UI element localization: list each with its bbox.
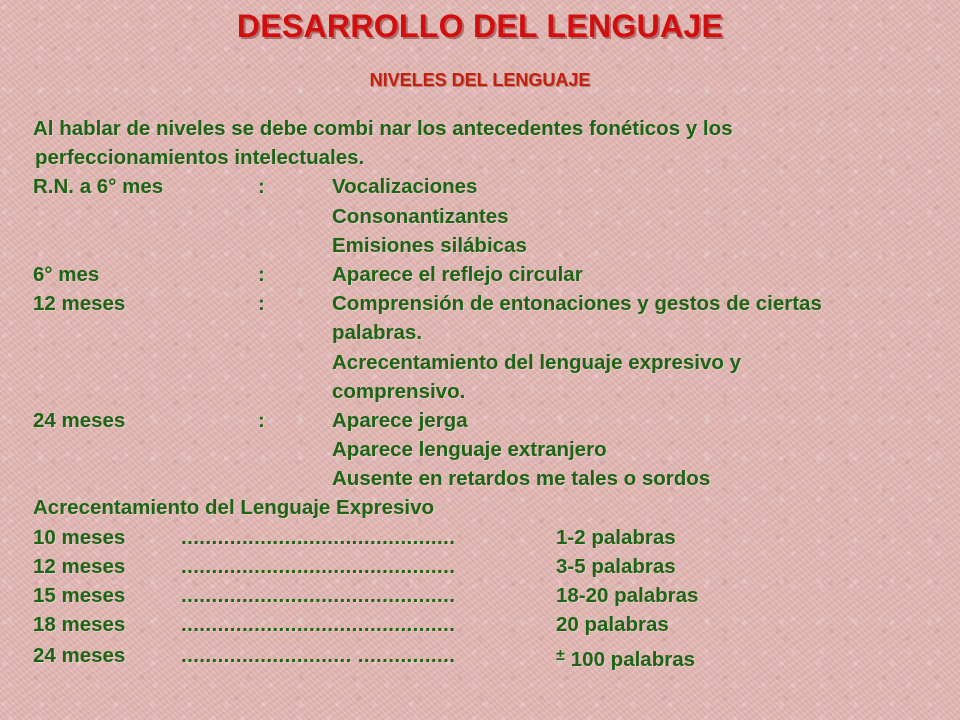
slide-subtitle: NIVELES DEL LENGUAJE — [369, 70, 591, 90]
stage-row — [33, 260, 945, 289]
stage-age: 12 meses — [33, 292, 126, 316]
stage-milestone: Acrecentamiento del lenguaje expresivo y — [332, 350, 742, 374]
stage-milestone: Aparece lenguaje extranjero — [332, 438, 607, 462]
stage-age: 24 meses — [33, 408, 126, 432]
stage-row — [33, 231, 945, 260]
stage-separator: : — [258, 262, 265, 286]
stage-row — [33, 435, 945, 464]
stage-milestone: comprensivo. — [332, 379, 466, 403]
stage-milestone: Ausente en retardos me tales o sordos — [332, 467, 711, 491]
stage-separator: : — [258, 408, 265, 432]
stage-milestone: Vocalizaciones — [332, 175, 478, 199]
plus-minus-symbol: ± — [556, 647, 565, 665]
stage-row — [33, 172, 945, 201]
vocab-count: 20 palabras — [556, 613, 669, 637]
vocab-row — [33, 552, 945, 581]
dot-leader: ............................................. — [181, 584, 456, 608]
stage-milestone: palabras. — [332, 321, 423, 345]
stage-separator: : — [258, 292, 265, 316]
stage-milestone: Aparece el reflejo circular — [332, 262, 583, 286]
vocab-count — [556, 641, 695, 674]
vocab-count: 3-5 palabras — [556, 554, 676, 578]
vocab-row — [33, 641, 945, 670]
stage-age: R.N. a 6° mes — [33, 175, 164, 199]
vocab-count-text: 100 palabras — [570, 648, 696, 672]
slide-title: DESARROLLO DEL LENGUAJE — [236, 8, 724, 44]
dot-leader: ............................................. — [181, 554, 456, 578]
stage-separator: : — [258, 175, 265, 199]
stage-row — [33, 406, 945, 435]
vocab-count: 1-2 palabras — [556, 525, 676, 549]
vocab-age: 10 meses — [33, 525, 126, 549]
stage-milestone: Comprensión de entonaciones y gestos de ciertas — [332, 292, 822, 316]
stage-row — [33, 348, 945, 377]
vocab-row — [33, 610, 945, 639]
dot-leader: ............................................. — [181, 525, 456, 549]
stage-row — [33, 202, 945, 231]
stage-age: 6° mes — [33, 262, 100, 286]
stage-row — [33, 289, 945, 318]
vocab-age: 12 meses — [33, 554, 126, 578]
stage-row — [33, 377, 945, 406]
vocab-age: 15 meses — [33, 584, 126, 608]
stage-milestone: Consonantizantes — [332, 204, 509, 228]
stage-row — [33, 464, 945, 493]
vocab-row — [33, 581, 945, 610]
vocab-row — [33, 523, 945, 552]
vocab-age: 24 meses — [33, 644, 126, 668]
stage-row — [33, 318, 945, 347]
stage-milestone: Emisiones silábicas — [332, 233, 527, 257]
vocab-count: 18-20 palabras — [556, 584, 699, 608]
vocab-heading: Acrecentamiento del Lenguaje Expresivo — [33, 496, 435, 520]
stage-milestone: Aparece jerga — [332, 408, 468, 432]
intro-line-1: Al hablar de niveles se debe combi nar los antecedentes fonéticos y los — [33, 117, 733, 140]
dot-leader: ............................................. — [181, 613, 456, 637]
vocab-age: 18 meses — [33, 613, 126, 637]
slide-body — [33, 114, 945, 671]
intro-line-2: perfeccionamientos intelectuales. — [35, 146, 365, 170]
dot-leader: ............................ ................ — [181, 644, 456, 668]
